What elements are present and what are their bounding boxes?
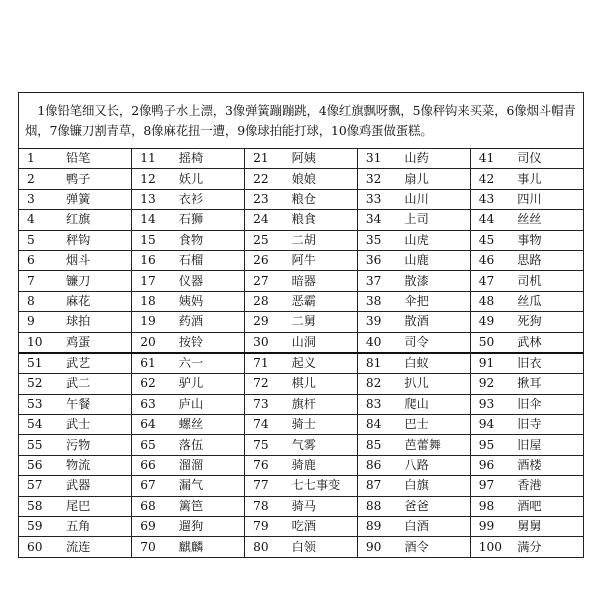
- entry-number: 27: [245, 271, 286, 291]
- entry-word: 酒吧: [511, 496, 583, 516]
- entry-word: 妖儿: [173, 169, 245, 189]
- entry-number: 100: [470, 537, 511, 557]
- entry-word: 旧伞: [511, 394, 583, 414]
- entry-word: 七七事变: [286, 476, 358, 496]
- entry-word: 丝瓜: [511, 291, 583, 311]
- entry-number: 15: [132, 230, 173, 250]
- entry-number: 33: [357, 189, 398, 209]
- entry-number: 40: [357, 332, 398, 353]
- entry-number: 99: [470, 517, 511, 537]
- entry-word: 爬山: [398, 394, 470, 414]
- table-row: [19, 435, 583, 455]
- entry-number: 32: [357, 169, 398, 189]
- entry-number: 74: [245, 415, 286, 435]
- entry-word: 篱笆: [173, 496, 245, 516]
- entry-number: 72: [245, 374, 286, 394]
- entry-word: 污物: [60, 435, 132, 455]
- entry-number: 42: [470, 169, 511, 189]
- entry-word: 满分: [511, 537, 583, 557]
- entry-number: 87: [357, 476, 398, 496]
- entry-number: 77: [245, 476, 286, 496]
- table-row: [19, 291, 583, 311]
- entry-number: 59: [19, 517, 60, 537]
- entry-number: 61: [132, 353, 173, 374]
- entry-word: 溜溜: [173, 455, 245, 475]
- entry-word: 伞把: [398, 291, 470, 311]
- entry-number: 48: [470, 291, 511, 311]
- entry-word: 旗杆: [286, 394, 358, 414]
- entry-number: 5: [19, 230, 60, 250]
- entry-word: 旧衣: [511, 353, 583, 374]
- entry-number: 67: [132, 476, 173, 496]
- entry-word: 白蚁: [398, 353, 470, 374]
- entry-word: 八路: [398, 455, 470, 475]
- entry-word: 上司: [398, 210, 470, 230]
- entry-word: 武艺: [60, 353, 132, 374]
- entry-word: 司仪: [511, 149, 583, 169]
- entry-word: 衣衫: [173, 189, 245, 209]
- table-row: [19, 353, 583, 374]
- entry-word: 药酒: [173, 312, 245, 332]
- entry-number: 17: [132, 271, 173, 291]
- entry-number: 78: [245, 496, 286, 516]
- entry-number: 56: [19, 455, 60, 475]
- entry-number: 41: [470, 149, 511, 169]
- entry-word: 阿姨: [286, 149, 358, 169]
- entry-word: 镰刀: [60, 271, 132, 291]
- entry-word: 弹簧: [60, 189, 132, 209]
- entry-word: 舅舅: [511, 517, 583, 537]
- entry-word: 白旗: [398, 476, 470, 496]
- entry-word: 司令: [398, 332, 470, 353]
- table-row: [19, 455, 583, 475]
- entry-word: 娘娘: [286, 169, 358, 189]
- entry-number: 88: [357, 496, 398, 516]
- entry-word: 恶霸: [286, 291, 358, 311]
- entry-word: 麒麟: [173, 537, 245, 557]
- entry-number: 64: [132, 415, 173, 435]
- entry-word: 红旗: [60, 210, 132, 230]
- table-row: [19, 230, 583, 250]
- entry-word: 酒楼: [511, 455, 583, 475]
- entry-word: 仪器: [173, 271, 245, 291]
- entry-number: 14: [132, 210, 173, 230]
- entry-number: 62: [132, 374, 173, 394]
- entry-word: 散酒: [398, 312, 470, 332]
- entry-word: 揪耳: [511, 374, 583, 394]
- entry-number: 71: [245, 353, 286, 374]
- entry-word: 漏气: [173, 476, 245, 496]
- entry-number: 39: [357, 312, 398, 332]
- table-row: [19, 496, 583, 516]
- entry-word: 旧寺: [511, 415, 583, 435]
- entry-number: 38: [357, 291, 398, 311]
- entry-word: 五角: [60, 517, 132, 537]
- entry-word: 旧屋: [511, 435, 583, 455]
- entry-number: 30: [245, 332, 286, 353]
- entry-number: 9: [19, 312, 60, 332]
- entry-number: 54: [19, 415, 60, 435]
- entry-word: 棋儿: [286, 374, 358, 394]
- table-row: [19, 189, 583, 209]
- entry-number: 2: [19, 169, 60, 189]
- entry-number: 23: [245, 189, 286, 209]
- entry-number: 20: [132, 332, 173, 353]
- entry-number: 84: [357, 415, 398, 435]
- entry-number: 98: [470, 496, 511, 516]
- entry-word: 螺丝: [173, 415, 245, 435]
- entry-word: 山虎: [398, 230, 470, 250]
- entry-number: 19: [132, 312, 173, 332]
- entry-number: 7: [19, 271, 60, 291]
- entry-number: 35: [357, 230, 398, 250]
- table-row: [19, 312, 583, 332]
- table-row: [19, 394, 583, 414]
- entry-number: 51: [19, 353, 60, 374]
- entry-word: 四川: [511, 189, 583, 209]
- entry-number: 10: [19, 332, 60, 353]
- entry-word: 起义: [286, 353, 358, 374]
- entry-word: 扒儿: [398, 374, 470, 394]
- entry-word: 骑鹿: [286, 455, 358, 475]
- entry-number: 11: [132, 149, 173, 169]
- entry-number: 45: [470, 230, 511, 250]
- entry-number: 47: [470, 271, 511, 291]
- entry-number: 3: [19, 189, 60, 209]
- entry-number: 1: [19, 149, 60, 169]
- entry-number: 63: [132, 394, 173, 414]
- entry-number: 93: [470, 394, 511, 414]
- table-row: [19, 476, 583, 496]
- entry-number: 68: [132, 496, 173, 516]
- entry-number: 24: [245, 210, 286, 230]
- entry-number: 92: [470, 374, 511, 394]
- table-row: [19, 332, 583, 353]
- number-word-table: [19, 149, 583, 558]
- entry-word: 遛狗: [173, 517, 245, 537]
- entry-number: 57: [19, 476, 60, 496]
- entry-number: 60: [19, 537, 60, 557]
- entry-number: 46: [470, 250, 511, 270]
- entry-number: 66: [132, 455, 173, 475]
- entry-word: 芭蕾舞: [398, 435, 470, 455]
- entry-number: 90: [357, 537, 398, 557]
- table-row: [19, 271, 583, 291]
- entry-word: 鸭子: [60, 169, 132, 189]
- entry-number: 69: [132, 517, 173, 537]
- entry-word: 司机: [511, 271, 583, 291]
- entry-number: 85: [357, 435, 398, 455]
- table-row: [19, 169, 583, 189]
- entry-number: 97: [470, 476, 511, 496]
- entry-word: 死狗: [511, 312, 583, 332]
- entry-word: 尾巴: [60, 496, 132, 516]
- entry-number: 13: [132, 189, 173, 209]
- table-row: [19, 537, 583, 557]
- entry-word: 白酒: [398, 517, 470, 537]
- entry-word: 阿牛: [286, 250, 358, 270]
- entry-word: 气雾: [286, 435, 358, 455]
- entry-word: 白领: [286, 537, 358, 557]
- entry-number: 75: [245, 435, 286, 455]
- entry-number: 55: [19, 435, 60, 455]
- entry-word: 暗器: [286, 271, 358, 291]
- table-row: [19, 374, 583, 394]
- entry-word: 丝丝: [511, 210, 583, 230]
- entry-number: 8: [19, 291, 60, 311]
- entry-word: 二舅: [286, 312, 358, 332]
- entry-word: 铅笔: [60, 149, 132, 169]
- entry-word: 山洞: [286, 332, 358, 353]
- entry-number: 22: [245, 169, 286, 189]
- entry-word: 秤钩: [60, 230, 132, 250]
- entry-word: 石榴: [173, 250, 245, 270]
- entry-word: 山药: [398, 149, 470, 169]
- entry-word: 姨妈: [173, 291, 245, 311]
- entry-word: 球拍: [60, 312, 132, 332]
- entry-word: 烟斗: [60, 250, 132, 270]
- entry-word: 事物: [511, 230, 583, 250]
- entry-number: 65: [132, 435, 173, 455]
- entry-word: 思路: [511, 250, 583, 270]
- entry-number: 80: [245, 537, 286, 557]
- entry-word: 爸爸: [398, 496, 470, 516]
- entry-word: 粮食: [286, 210, 358, 230]
- entry-number: 70: [132, 537, 173, 557]
- table-row: [19, 210, 583, 230]
- entry-number: 58: [19, 496, 60, 516]
- table-row: [19, 517, 583, 537]
- entry-number: 89: [357, 517, 398, 537]
- entry-number: 6: [19, 250, 60, 270]
- entry-number: 16: [132, 250, 173, 270]
- entry-word: 武林: [511, 332, 583, 353]
- entry-word: 按铃: [173, 332, 245, 353]
- entry-number: 49: [470, 312, 511, 332]
- entry-word: 散漆: [398, 271, 470, 291]
- entry-number: 95: [470, 435, 511, 455]
- entry-word: 摇椅: [173, 149, 245, 169]
- entry-word: 武士: [60, 415, 132, 435]
- table-row: [19, 149, 583, 169]
- entry-number: 53: [19, 394, 60, 414]
- entry-number: 91: [470, 353, 511, 374]
- entry-number: 76: [245, 455, 286, 475]
- entry-word: 庐山: [173, 394, 245, 414]
- intro-paragraph: 1像铅笔细又长，2像鸭子水上漂，3像弹簧蹦蹦跳，4像红旗飘呀飘，5像秤钩来买菜，6像烟斗帽青烟，7像镰刀割青草，8像麻花扭一遭，9像球拍能打球，10像鸡蛋做蛋糕。: [19, 93, 583, 149]
- entry-number: 12: [132, 169, 173, 189]
- entry-word: 粮仓: [286, 189, 358, 209]
- entry-word: 酒令: [398, 537, 470, 557]
- table-row: [19, 415, 583, 435]
- entry-number: 36: [357, 250, 398, 270]
- entry-word: 石狮: [173, 210, 245, 230]
- entry-number: 73: [245, 394, 286, 414]
- entry-word: 扇儿: [398, 169, 470, 189]
- entry-number: 4: [19, 210, 60, 230]
- entry-word: 骑士: [286, 415, 358, 435]
- entry-word: 二胡: [286, 230, 358, 250]
- memory-code-sheet: [18, 92, 584, 558]
- entry-number: 44: [470, 210, 511, 230]
- entry-number: 52: [19, 374, 60, 394]
- entry-word: 山鹿: [398, 250, 470, 270]
- entry-number: 83: [357, 394, 398, 414]
- entry-word: 六一: [173, 353, 245, 374]
- entry-word: 流连: [60, 537, 132, 557]
- entry-word: 落伍: [173, 435, 245, 455]
- entry-number: 50: [470, 332, 511, 353]
- entry-word: 午餐: [60, 394, 132, 414]
- entry-number: 29: [245, 312, 286, 332]
- entry-word: 山川: [398, 189, 470, 209]
- entry-word: 驴儿: [173, 374, 245, 394]
- entry-number: 82: [357, 374, 398, 394]
- entry-word: 麻花: [60, 291, 132, 311]
- entry-number: 25: [245, 230, 286, 250]
- entry-word: 吃酒: [286, 517, 358, 537]
- entry-word: 武器: [60, 476, 132, 496]
- entry-word: 食物: [173, 230, 245, 250]
- table-row: [19, 250, 583, 270]
- entry-number: 81: [357, 353, 398, 374]
- entry-number: 94: [470, 415, 511, 435]
- entry-number: 86: [357, 455, 398, 475]
- entry-number: 34: [357, 210, 398, 230]
- entry-word: 骑马: [286, 496, 358, 516]
- entry-word: 事儿: [511, 169, 583, 189]
- entry-number: 37: [357, 271, 398, 291]
- entry-word: 武二: [60, 374, 132, 394]
- entry-number: 18: [132, 291, 173, 311]
- entry-number: 79: [245, 517, 286, 537]
- entry-number: 28: [245, 291, 286, 311]
- entry-word: 鸡蛋: [60, 332, 132, 353]
- entry-number: 31: [357, 149, 398, 169]
- entry-number: 26: [245, 250, 286, 270]
- entry-word: 物流: [60, 455, 132, 475]
- entry-number: 43: [470, 189, 511, 209]
- entry-word: 巴士: [398, 415, 470, 435]
- entry-number: 96: [470, 455, 511, 475]
- entry-word: 香港: [511, 476, 583, 496]
- entry-number: 21: [245, 149, 286, 169]
